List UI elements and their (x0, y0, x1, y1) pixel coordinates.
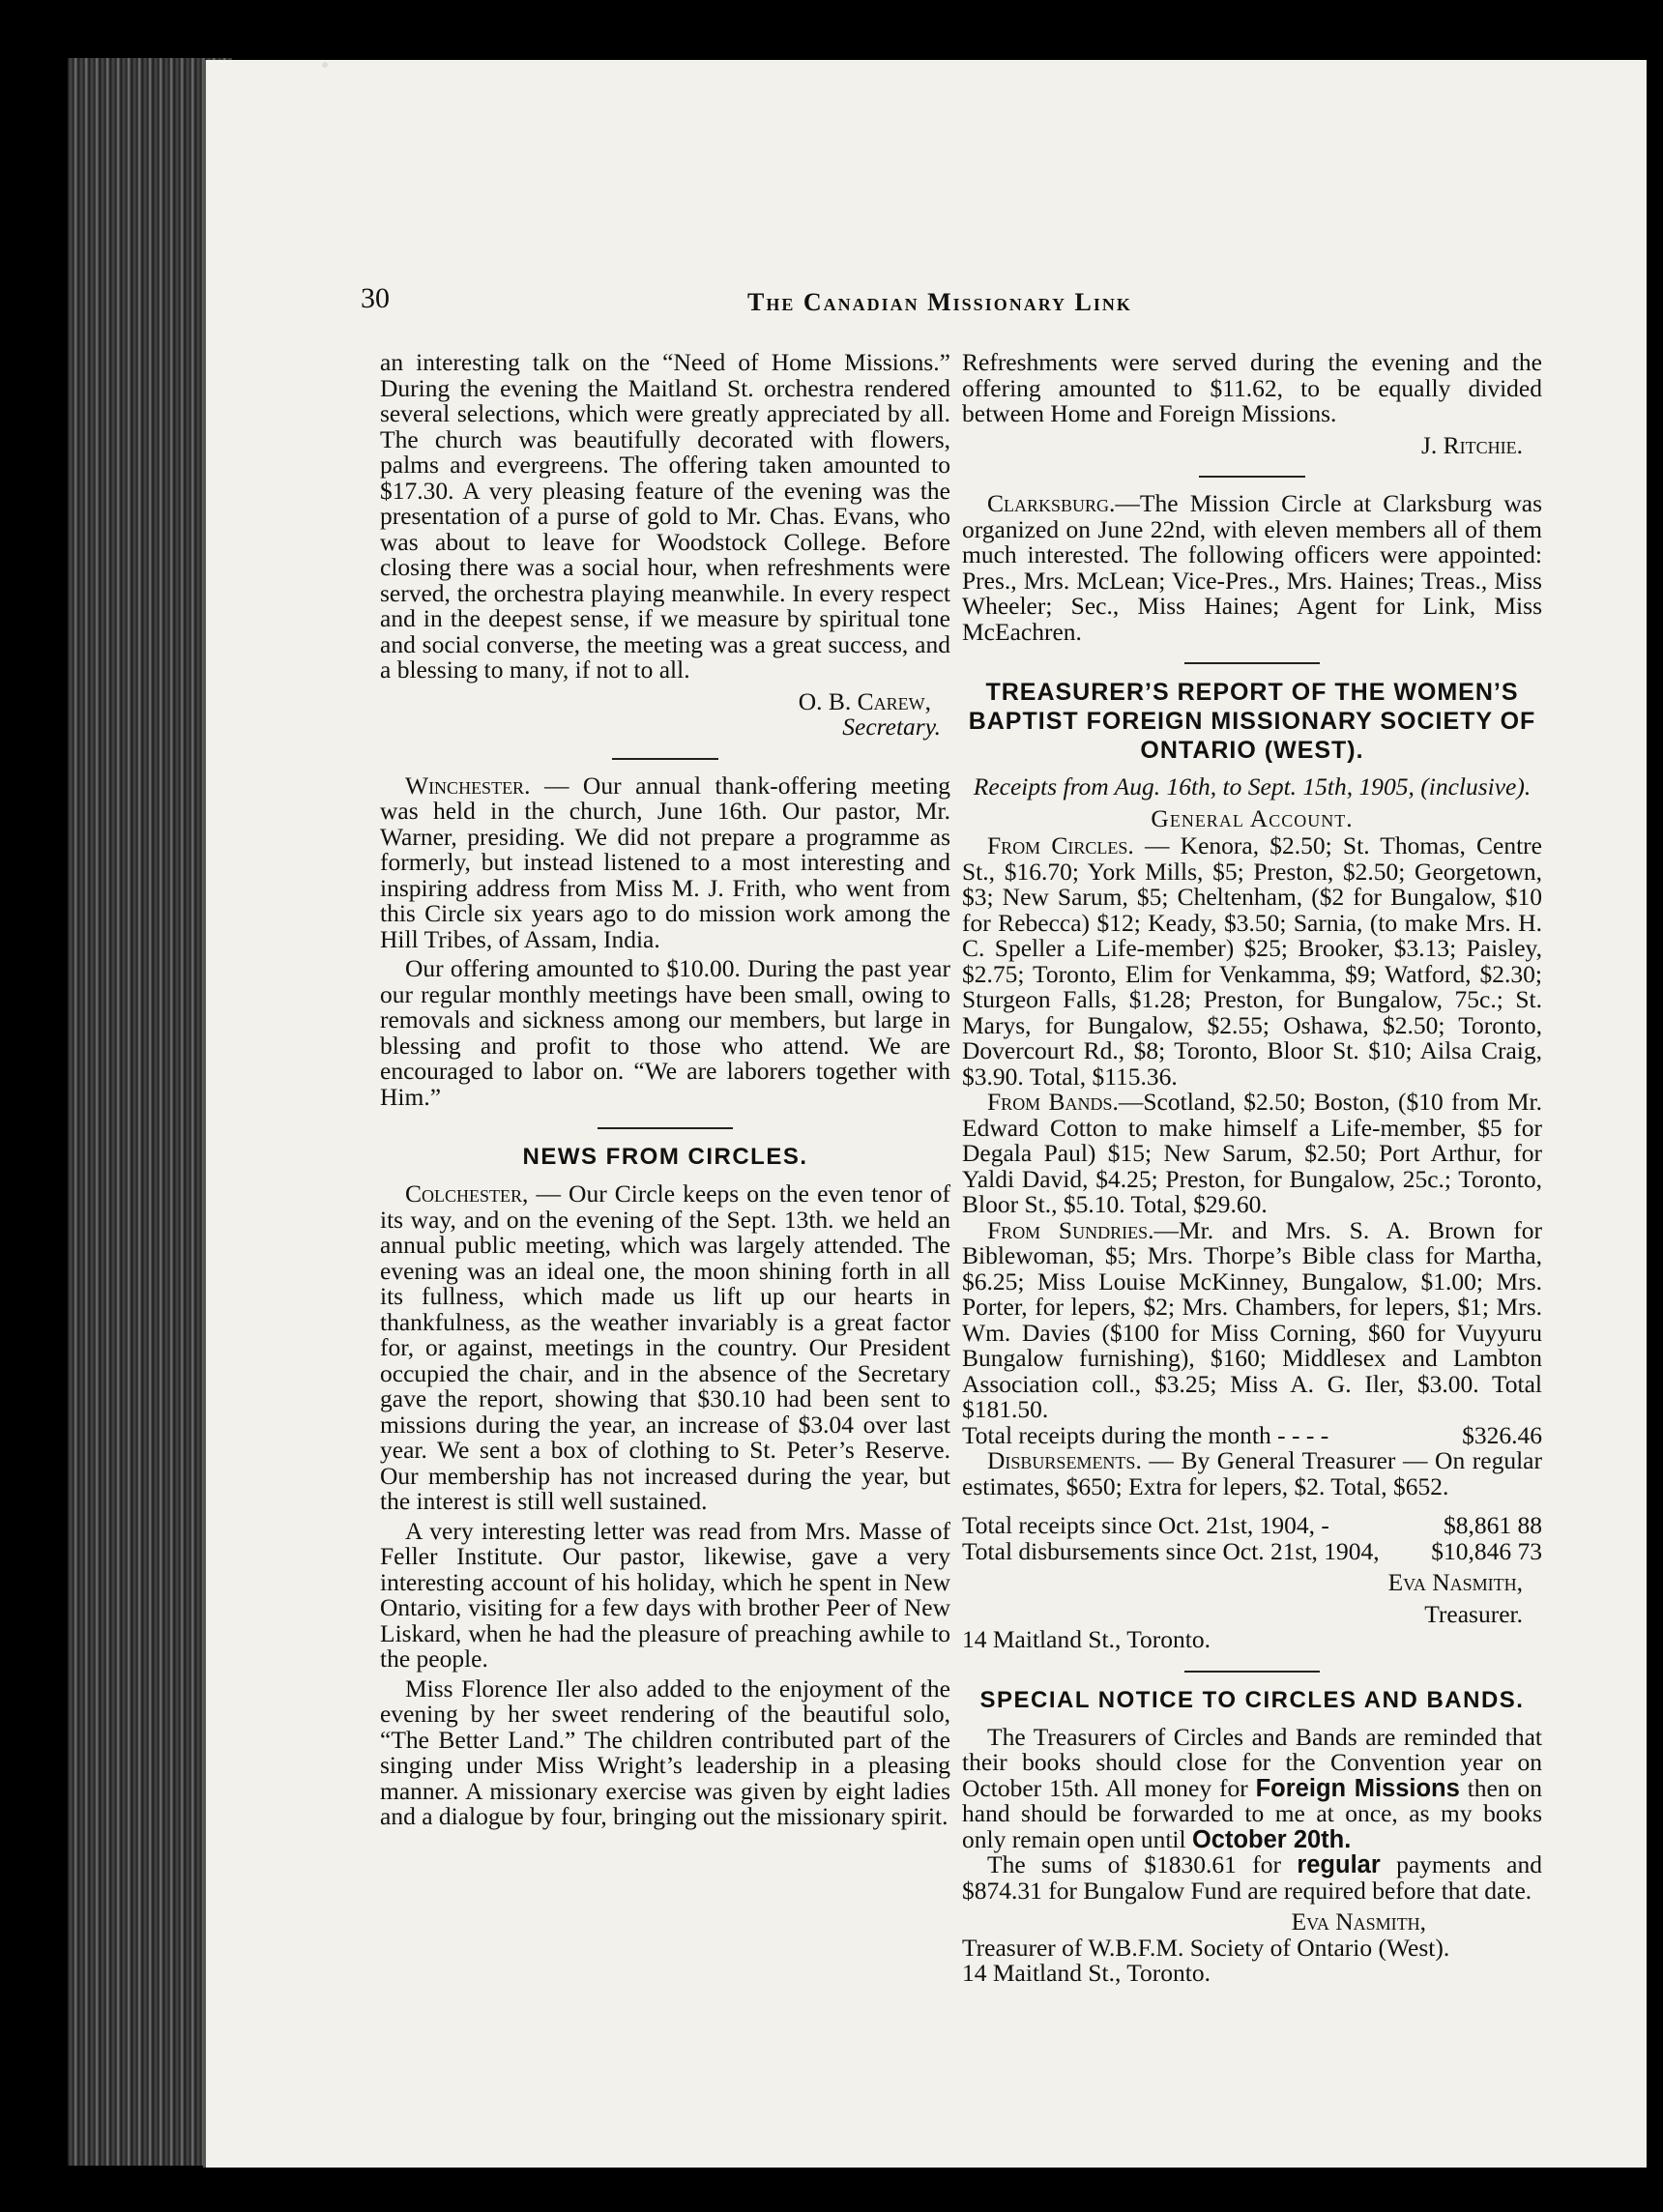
page-content (341, 224, 1569, 2148)
divider (1184, 1671, 1320, 1673)
divider (612, 758, 718, 760)
winchester-text: — Our annual thank-offering meeting was held in the church, June 16th. Our pastor, Mr. Warner, presiding. We did not prepare a programme as formerly, but instead listened to a most interesting and inspiring address from Miss M. J. Frith, who went from this Circle six years ago to do mission work among the Hill Tribes, of Assam, India. (380, 771, 950, 953)
notice-text-2c: payments and $874.31 for Bungalow Fund are required before that date. (962, 1850, 1542, 1905)
notice-text-c: then on hand should be forwarded to me at once, as my books only remain open until (962, 1773, 1543, 1853)
signature-nasmith-2: Eva Nasmith, (1291, 1907, 1426, 1936)
address: 14 Maitland St., Toronto. (962, 1625, 1211, 1653)
notice-paragraph-1 (962, 1722, 1543, 1853)
divider (598, 1127, 733, 1129)
winchester-paragraph (380, 773, 950, 953)
clarksburg-lead: Clarksburg. (987, 489, 1116, 517)
notice-emphasis-date: October 20th. (1191, 1825, 1352, 1853)
bands-text: —Scotland, $2.50; Boston, ($10 from Mr. Edward Cotton to make himself a Life-member, $5 for Degala Paul) $15; New Sarum, $2.50; Port Arthur, for Yaldi David, $4.25; Preston, for Bungalow, 25c.; Toronto, Bloor St., $5.10. Total, $29.60. (962, 1088, 1542, 1218)
signature-nasmith-role: Treasurer. (1424, 1599, 1523, 1628)
month-total-row (962, 1420, 1542, 1449)
since-disbursements-value: $10,846 73 (1431, 1536, 1542, 1565)
signature-nasmith: Eva Nasmith, (1387, 1568, 1523, 1596)
disbursements-lead: Disbursements. (987, 1446, 1142, 1474)
left-column (380, 350, 950, 1830)
since-receipts-value: $8,861 88 (1444, 1511, 1542, 1539)
circles-lead: From Circles. (987, 831, 1134, 859)
since-receipts-label: Total receipts since Oct. 21st, 1904, - (962, 1511, 1329, 1539)
treasurers-report-heading: TREASURER’S REPORT OF THE WOMEN’S BAPTIST FOREIGN MISSIONARY SOCIETY OF ONTARIO (WEST). (968, 679, 1536, 764)
disbursements-text: — By General Treasurer — On regular estimates, $650; Extra for lepers, $2. Total, $652. (962, 1446, 1542, 1500)
circles-text: — Kenora, $2.50; St. Thomas, Centre St., $16.70; York Mills, $5; Preston, $2.50; Georgetown, $3; New Sarum, $5; Cheltenham, ($2 for Bungalow, $10 for Rebecca) $12; Keady, $3.50; Sarnia, (to make Mrs. H. C. Speller a Life-member) $25; Brooker, $3.13; Paisley, $2.75; Toronto, Elim for Venkamma, $9; Watford, $2.30; Sturgeon Falls, $1.28; Preston, for Bungalow, 75c.; St. Marys, for Bungalow, $2.55; Oshawa, $2.50; Toronto, Dovercourt Rd., $8; Toronto, Bloor St. $10; Ailsa Craig, $3.90. Total, $115.36. (962, 831, 1542, 1091)
sundries-receipts (962, 1215, 1542, 1423)
report-dates: Receipts from Aug. 16th, to Sept. 15th, 1905, (inclusive). (973, 772, 1532, 800)
colchester-lead: Colchester, (405, 1179, 529, 1208)
maitland-report-text: an interesting talk on the “Need of Home Missions.” During the evening the Maitland St. orchestra rendered several selections, which were greatly appreciated by all. The church was beautifully decorated with flowers, palms and evergreens. The offering taken amounted to $17.30. A very pleasing feature of the evening was the presentation of a purse of gold to Mr. Chas. Evans, who was about to leave for Woodstock College. Before closing there was a social hour, when refreshments were served, the orchestra playing meanwhile. In every respect and in the deepest sense, if we measure by spiritual tone and social converse, the meeting was a great success, and a blessing to many, if not to all. (380, 348, 950, 684)
colchester-solo: Miss Florence Iler also added to the enjoyment of the evening by her sweet rendering of the beautiful solo, “The Better Land.” The children contributed part of the singing under Miss Wright’s leadership in a pleasing manner. A missionary exercise was given by eight ladies and a dialogue by four, bringing out the missionary spirit. (380, 1674, 950, 1830)
sundries-text: —Mr. and Mrs. S. A. Brown for Biblewoman, $5; Mrs. Thorpe’s Bible class for Martha, $6.25; Miss Louise McKinney, Bungalow, $1.00; Mrs. Porter, for lepers, $2; Mrs. Chambers, for lepers, $1; Mrs. Wm. Davies ($100 for Miss Corning, $60 for Vuyyuru Bungalow furnishing), $160; Middlesex and Lambton Association coll., $3.25; Miss A. G. Iler, $3.00. Total $181.50. (962, 1215, 1542, 1423)
bands-receipts (962, 1090, 1542, 1218)
divider (1199, 476, 1305, 478)
notice-emphasis-regular: regular (1297, 1851, 1381, 1878)
special-notice-heading: SPECIAL NOTICE TO CIRCLES AND BANDS. (979, 1686, 1525, 1713)
month-total-label: Total receipts during the month - - - - (962, 1420, 1329, 1449)
since-disbursements-row (962, 1536, 1542, 1565)
colchester-paragraph (380, 1181, 950, 1515)
since-receipts-row (962, 1513, 1542, 1539)
running-head (341, 282, 1569, 331)
signature-carew-role: Secretary. (842, 713, 941, 741)
refreshments-text: Refreshments were served during the evening and the offering amounted to $11.62, to be equally divided between Home and Foreign Missions. (962, 348, 1542, 427)
colchester-text: — Our Circle keeps on the even tenor of its way, and on the evening of the Sept. 13th. we held an annual public meeting, which was largely attended. The evening was an ideal one, the moon shining forth in all its fullness, which made us lift up our hearts in thankfulness, as the weather invariably is a great factor for, or against, meetings in the country. Our President occupied the chair, and in the absence of the Secretary gave the report, showing that $30.10 had been sent to missions during the year, an increase of $3.04 over last year. We sent a box of clothing to St. Peter’s Reserve. Our membership has not increased during the year, but the interest is still well sustained. (380, 1179, 950, 1515)
clarksburg-text: —The Mission Circle at Clarksburg was organized on June 22nd, with eleven members all of them much interested. The following officers were appointed: Pres., Mrs. McLean; Vice-Pres., Mrs. Haines; Treas., Miss Wheeler; Sec., Miss Haines; Agent for Link, Miss McEachren. (962, 489, 1542, 646)
notice-paragraph-2 (962, 1852, 1542, 1904)
general-account-heading: General Account. (1151, 803, 1354, 832)
month-total-value: $326.46 (1462, 1420, 1542, 1449)
divider (1184, 662, 1320, 664)
signature-carew: O. B. Carew, (798, 686, 931, 715)
right-column (962, 350, 1542, 1987)
winchester-lead: Winchester. (405, 771, 531, 800)
since-disbursements-label: Total disbursements since Oct. 21st, 1904, (962, 1536, 1380, 1565)
page (203, 60, 1647, 2168)
winchester-offering: Our offering amounted to $10.00. During the past year our regular monthly meetings have been small, owing to removals and sickness among our members, but large in blessing and profit to those who attend. We are encouraged to labor on. “We are laborers together with Him.” (380, 954, 950, 1111)
news-from-circles-heading: NEWS FROM CIRCLES. (522, 1144, 808, 1170)
signature-nasmith-2-role: Treasurer of W.B.F.M. Society of Ontario (West). (962, 1933, 1450, 1962)
clarksburg-paragraph (962, 491, 1542, 645)
notice-text-2a: The sums of $1830.61 for (987, 1850, 1298, 1878)
bands-lead: From Bands. (987, 1088, 1119, 1116)
sundries-lead: From Sundries. (987, 1215, 1154, 1244)
speck (322, 62, 328, 68)
address-2: 14 Maitland St., Toronto. (962, 1959, 1211, 1987)
notice-text-a: The Treasurers of Circles and Bands are reminded that their books should close for the Convention year on October 15th. All money for (962, 1722, 1542, 1802)
notice-emphasis-foreign-missions: Foreign Missions (1255, 1774, 1460, 1802)
circles-receipts (962, 833, 1542, 1090)
colchester-letter: A very interesting letter was read from Mrs. Masse of Feller Institute. Our pastor, likewise, gave a very interesting account of his holiday, which he spent in New Ontario, visiting for a few days with brother Peer of New Liskard, when he had the pleasure of preaching awhile to the people. (380, 1516, 950, 1673)
page-number: 30 (361, 282, 390, 314)
journal-title: The Canadian Missionary Link (747, 288, 1132, 316)
disbursements (962, 1448, 1542, 1499)
signature-ritchie: J. Ritchie. (1420, 430, 1523, 459)
